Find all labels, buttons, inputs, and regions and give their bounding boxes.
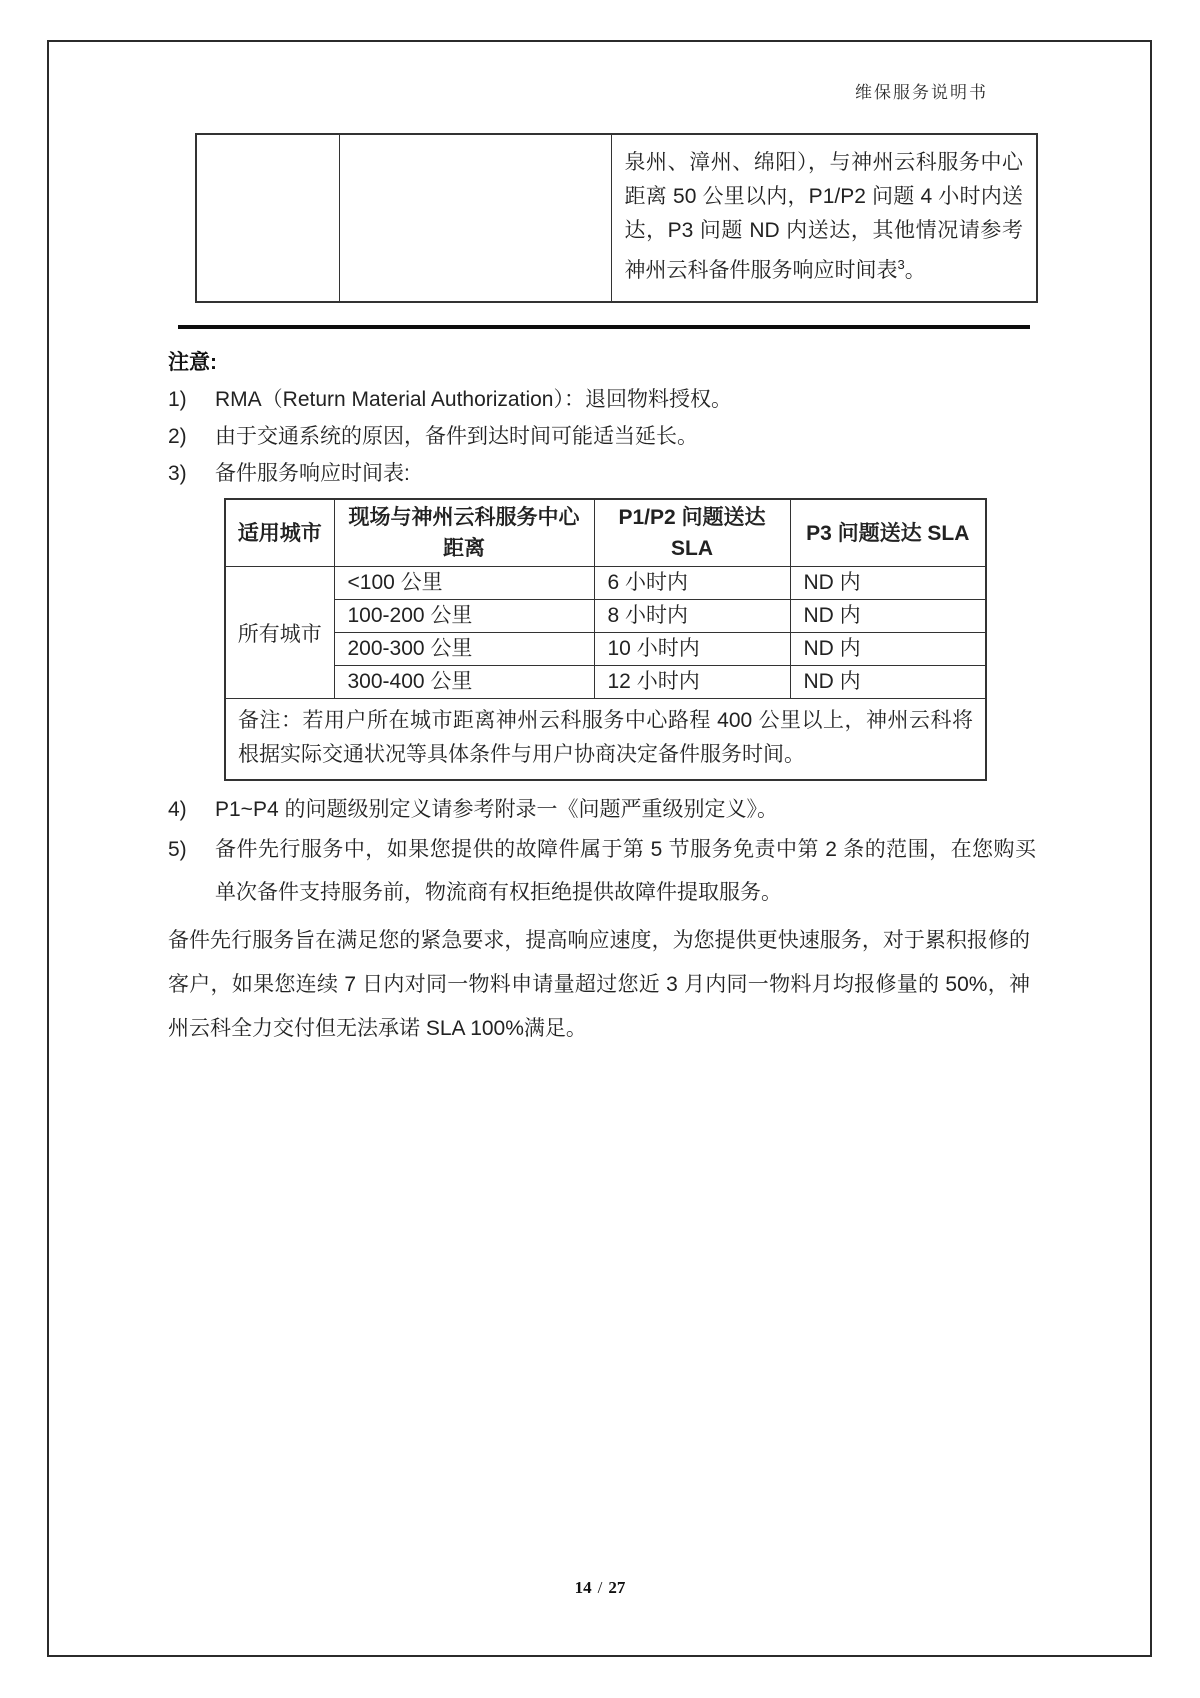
page-separator: / [597,1578,603,1597]
sla-header-city: 适用城市 [225,499,334,567]
table-row [196,134,1037,302]
sla-response-table [224,498,987,781]
sla-row3-p3: ND 内 [790,633,986,666]
list-item-2-text: 由于交通系统的原因，备件到达时间可能适当延长。 [215,425,698,448]
current-page-number: 14 [574,1578,592,1597]
list-item-1-number: 1) [168,388,187,411]
page-content [168,133,1036,1051]
list-item-2-number: 2) [168,425,187,448]
list-item-5-number: 5) [168,838,187,861]
list-item-5 [168,828,1036,914]
list-item-4-number: 4) [168,798,187,821]
notice-heading: 注意: [168,351,217,374]
header-title: 维保服务说明书 [855,83,988,102]
sla-row2-distance: 100-200 公里 [334,600,594,633]
continued-cell-period: 。 [904,259,926,282]
sla-header-distance: 现场与神州云科服务中心距离 [334,499,594,567]
continued-table-cell-3 [611,134,1037,302]
list-item-5-text: 备件先行服务中，如果您提供的故障件属于第 5 节服务免责中第 2 条的范围，在您购买单次备件支持服务前，物流商有权拒绝提供故障件提取服务。 [215,838,1036,904]
sla-row3-distance: 200-300 公里 [334,633,594,666]
sla-row3-p12: 10 小时内 [594,633,790,666]
sla-table-row [225,666,986,699]
section-divider [178,325,1030,329]
sla-header-p12: P1/P2 问题送达 SLA [594,499,790,567]
list-item-3-number: 3) [168,462,187,485]
list-item-4 [168,791,1036,828]
sla-row1-p12: 6 小时内 [594,567,790,600]
sla-table-remark-row [225,699,986,781]
total-page-number: 27 [608,1578,626,1597]
list-item-4-text: P1~P4 的问题级别定义请参考附录一《问题严重级别定义》。 [215,798,778,821]
sla-city-scope: 所有城市 [225,567,334,699]
sla-table-row [225,633,986,666]
list-item-3 [168,455,1036,492]
continued-table-cell-2 [339,134,611,302]
sla-table-row [225,600,986,633]
sla-table-header-row [225,499,986,567]
continued-cell-text: 泉州、漳州、绵阳），与神州云科服务中心距离 50 公里以内，P1/P2 问题 4 小时内送达，P3 问题 ND 内送达，其他情况请参考神州云科备件服务响应时间表 [624,151,1023,282]
closing-paragraph: 备件先行服务旨在满足您的紧急要求，提高响应速度，为您提供更快速服务，对于累积报修的客户，如果您连续 7 日内对同一物料申请量超过您近 3 月内同一物料月均报修量的 50%，神州云科全力交付但无法承诺 SLA 100%满足。 [168,929,1030,1040]
list-item-3-text: 备件服务响应时间表: [215,462,410,485]
sla-row4-p12: 12 小时内 [594,666,790,699]
sla-table-remark: 备注：若用户所在城市距离神州云科服务中心路程 400 公里以上，神州云科将根据实际交通状况等具体条件与用户协商决定备件服务时间。 [225,699,986,781]
sla-row2-p3: ND 内 [790,600,986,633]
sla-row2-p12: 8 小时内 [594,600,790,633]
list-item-2 [168,418,1036,455]
footnote-ref-3: 3 [897,257,905,272]
sla-row1-distance: <100 公里 [334,567,594,600]
sla-row4-p3: ND 内 [790,666,986,699]
sla-row1-p3: ND 内 [790,567,986,600]
continued-table-cell-1 [196,134,339,302]
list-item-1 [168,381,1036,418]
list-item-1-text: RMA（Return Material Authorization）：退回物料授权。 [215,388,732,411]
sla-row4-distance: 300-400 公里 [334,666,594,699]
continued-table [195,133,1038,303]
sla-table-row [225,567,986,600]
page-footer [0,1578,1200,1598]
sla-header-p3: P3 问题送达 SLA [790,499,986,567]
